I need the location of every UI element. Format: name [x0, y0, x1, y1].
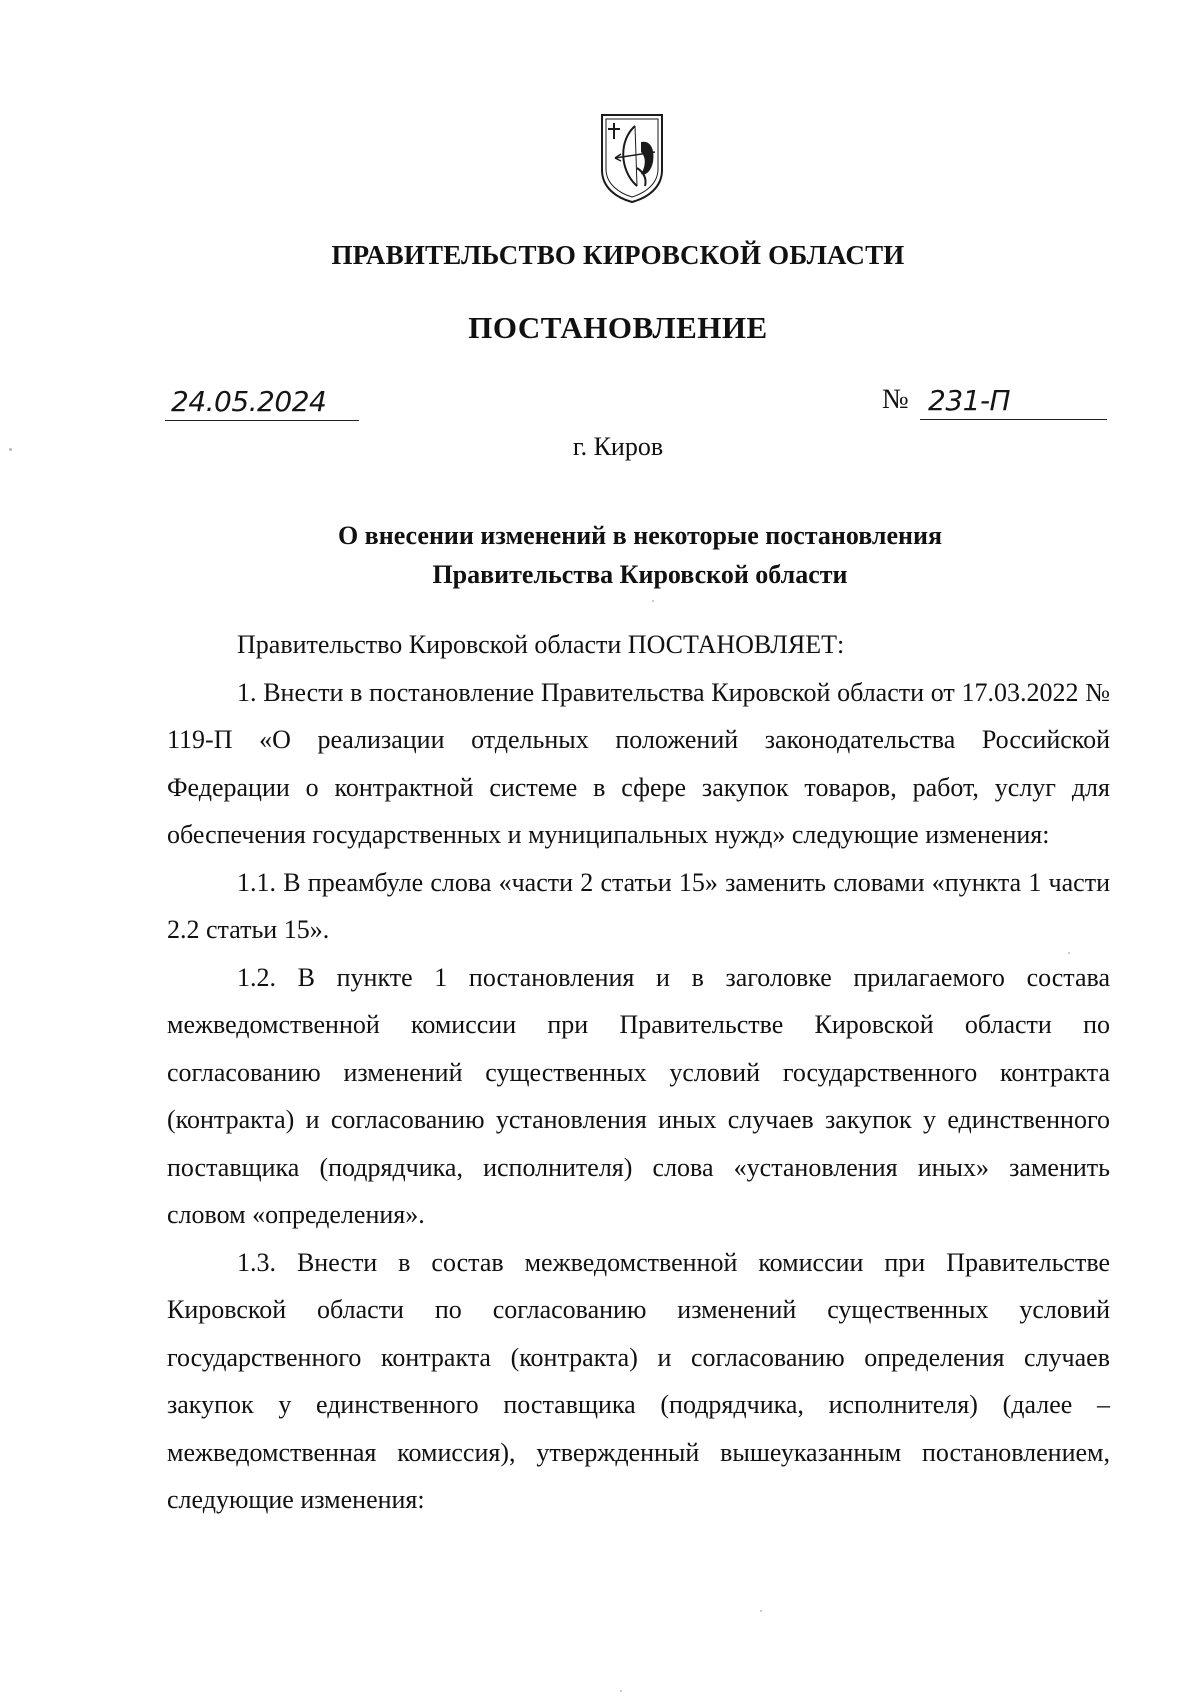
document-subject — [170, 516, 1110, 594]
scan-speck — [760, 1610, 762, 1612]
body-paragraph-1: 1. Внести в постановление Правительства Кировской области от 17.03.2022 № 119-П «О реализации отдельных положений законодательства Российской Федерации о контрактной системе в сфере закупок товаров, работ, услуг для обеспечения государственных и муниципальных нужд» следующие изменения: — [167, 677, 1110, 849]
organization-title: ПРАВИТЕЛЬСТВО КИРОВСКОЙ ОБЛАСТИ — [331, 240, 905, 270]
number-line — [920, 383, 1107, 420]
scan-speck — [652, 600, 654, 602]
subject-line-1: О внесении изменений в некоторые постановления — [337, 521, 943, 550]
date-field — [165, 384, 359, 421]
scan-speck — [1068, 952, 1070, 954]
handwritten-date: 24.05.2024 — [171, 385, 327, 418]
number-sign: № — [882, 384, 909, 415]
document-type-title: ПОСТАНОВЛЕНИЕ — [468, 310, 768, 345]
document-body — [167, 621, 1110, 1524]
subject-line-2: Правительства Кировской области — [432, 560, 848, 589]
handwritten-number: 231-П — [928, 384, 1011, 417]
scan-speck — [620, 1690, 622, 1692]
body-paragraph-1-3: 1.3. Внести в состав межведомственной комиссии при Правительстве Кировской области по согласованию изменений существенных условий государственного контракта (контракта) и согласованию определения случаев закупок у единственного поставщика (подрядчика, исполнителя) (далее – межведомственная комиссия), утвержденный вышеуказанным постановлением, следующие изменения: — [167, 1247, 1110, 1514]
body-paragraph-1-1: 1.1. В преамбуле слова «части 2 статьи 15» заменить словами «пункта 1 части 2.2 статьи 15». — [167, 867, 1110, 944]
body-paragraph-1-2: 1.2. В пункте 1 постановления и в заголовке прилагаемого состава межведомственной комиссии при Правительстве Кировской области по согласованию изменений существенных условий государственного контракта (контракта) и согласованию установления иных случаев закупок у единственного поставщика (подрядчика, исполнителя) слова «установления иных» заменить словом «определения». — [167, 962, 1110, 1229]
city-line: г. Киров — [572, 432, 664, 461]
kirov-coat-of-arms-icon — [597, 112, 667, 204]
scan-speck — [9, 448, 12, 451]
preamble-paragraph: Правительство Кировской области ПОСТАНОВЛЯЕТ: — [237, 630, 845, 659]
document-number-field — [882, 384, 1107, 420]
